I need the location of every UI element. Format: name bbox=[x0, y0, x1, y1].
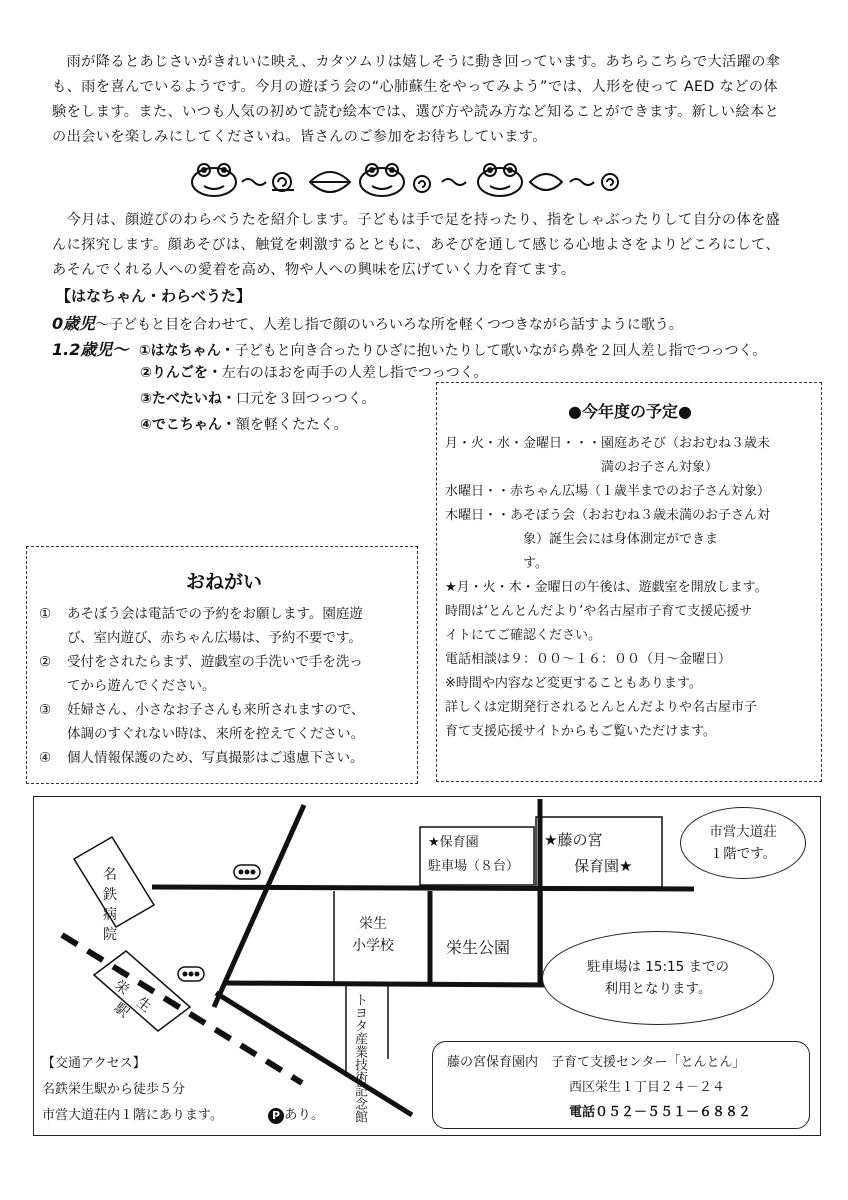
step-label: ③たべたいね・ bbox=[140, 391, 236, 407]
contact-org: 藤の宮保育園内 子育て支援センター「とんとん」 bbox=[447, 1055, 746, 1070]
onegai-num: ③ bbox=[39, 702, 52, 718]
nursery-label-line: 保育園★ bbox=[574, 857, 633, 875]
schedule-title: ●今年度の予定● bbox=[568, 402, 692, 421]
step-text: 口元を３回つっつく。 bbox=[235, 391, 376, 407]
frog-decoration-icon bbox=[190, 158, 630, 202]
schedule-line: 満のお子さん対象） bbox=[445, 460, 719, 475]
school-label-line: 栄生 bbox=[359, 916, 387, 932]
warabe-line: んに探究します。顔あそびは、触覚を刺激するとともに、あそびを通して感じる心地よさをよりどころにして、 bbox=[52, 237, 780, 253]
intro-paragraph bbox=[52, 50, 812, 150]
age0-row bbox=[52, 311, 683, 334]
parking-icon: P bbox=[268, 1108, 284, 1124]
onegai-num: ② bbox=[39, 654, 52, 670]
onegai-item bbox=[39, 602, 409, 650]
access-line: 名鉄栄生駅から徒歩５分 bbox=[42, 1082, 186, 1097]
step-text: 額を軽くたたく。 bbox=[235, 417, 348, 433]
access-info bbox=[42, 1051, 223, 1129]
contact-box bbox=[432, 1041, 810, 1129]
schedule-line: 木曜日・・あそぼう会（おおむね３歳未満のお子さん対 bbox=[445, 508, 771, 523]
schedule-list bbox=[445, 432, 815, 744]
warabe-line: 今月は、顔遊びのわらべうたを紹介します。子どもは手で足を持ったり、指をしゃぶったりして自分の体を盛 bbox=[52, 212, 781, 228]
hospital-label-text: 名鉄病院 bbox=[103, 867, 117, 943]
age12-row bbox=[52, 337, 766, 360]
intro-line: 験をします。また、いつも人気の初めて読む絵本では、選び方や読み方など知ることができます。新しい絵本と bbox=[52, 104, 780, 120]
schedule-line: イトにてご確認ください。 bbox=[445, 628, 602, 643]
onegai-num: ① bbox=[39, 606, 52, 622]
bubble-top-line: 市営大道荘 bbox=[709, 824, 777, 840]
contact-phone: 電話０５２－５５１－６８８２ bbox=[569, 1105, 752, 1120]
step-label: ②りんごを・ bbox=[140, 365, 222, 381]
warabe-line: あそんでくれる人への愛着を高め、物や人への興味を広げていく力を育てます。 bbox=[52, 262, 576, 278]
onegai-box bbox=[26, 546, 418, 784]
step-text: 子どもと向き合ったりひざに抱いたりして歌いながら鼻を２回人差し指でつっつく。 bbox=[234, 343, 767, 359]
onegai-item bbox=[39, 698, 409, 746]
step-label: ④でこちゃん・ bbox=[140, 417, 236, 433]
step-row bbox=[140, 362, 487, 382]
parking-note bbox=[268, 1103, 325, 1124]
parking-area-line: ★保育園 bbox=[428, 835, 479, 850]
age0-label: 0歳児 bbox=[52, 314, 96, 333]
step-label: ①はなちゃん・ bbox=[138, 343, 235, 359]
schedule-line: ※時間や内容など変更することもあります。 bbox=[445, 676, 702, 691]
warabe-heading: 【はなちゃん・わらべうた】 bbox=[56, 287, 252, 305]
access-title: 【交通アクセス】 bbox=[42, 1056, 146, 1071]
parking-note-text: あり。 bbox=[284, 1107, 325, 1123]
parking-area-line: 駐車場（８台） bbox=[428, 859, 520, 874]
onegai-num: ④ bbox=[39, 750, 52, 766]
schedule-line: す。 bbox=[445, 556, 548, 571]
hospital-label bbox=[80, 865, 150, 945]
onegai-title: おねがい bbox=[185, 571, 262, 593]
onegai-line: び、室内遊び、赤ちゃん広場は、予約不要です。 bbox=[67, 630, 362, 646]
access-map bbox=[33, 796, 821, 1136]
intro-line: 雨が降るとあじさいがきれいに映え、カタツムリは嬉しそうに動き回っています。あちらこちらで大活躍の傘 bbox=[52, 54, 781, 70]
warabe-paragraph bbox=[52, 208, 812, 283]
onegai-line: 受付をされたらまず、遊戯室の手洗いで手を洗っ bbox=[67, 654, 363, 670]
age12-label: 1.2歳児～ bbox=[52, 340, 129, 359]
schedule-line: 時間は‘とんとんだより’や名古屋市子育て支援応援サ bbox=[445, 604, 753, 619]
school-label-line: 小学校 bbox=[352, 938, 394, 954]
step-row bbox=[140, 414, 348, 434]
onegai-line: あそぼう会は電話での予約をお願します。園庭遊 bbox=[67, 606, 363, 622]
step-row bbox=[140, 388, 375, 408]
schedule-line: 象）誕生会には身体測定ができま bbox=[445, 532, 719, 547]
age0-text: ～子どもと目を合わせて、人差し指で顔のいろいろな所を軽くつつきながら話すように歌う。 bbox=[95, 317, 683, 333]
onegai-line: 妊婦さん、小さなお子さんも来所されますので、 bbox=[67, 702, 365, 718]
bubble-mid bbox=[542, 931, 774, 1025]
nursery-label-line: ★藤の宮 bbox=[544, 831, 603, 849]
bubble-mid-line: 利用となります。 bbox=[604, 981, 712, 997]
onegai-line: てから遊んでください。 bbox=[67, 678, 216, 694]
schedule-line: 詳しくは定期発行されるとんとんだよりや名古屋市子 bbox=[445, 700, 758, 715]
onegai-item bbox=[39, 746, 409, 770]
onegai-line: 個人情報保護のため、写真撮影はご遠慮下さい。 bbox=[67, 750, 364, 766]
school-label bbox=[352, 913, 394, 957]
schedule-line: ★月・火・木・金曜日の午後は、遊戯室を開放します。 bbox=[445, 580, 768, 595]
bubble-mid-line: 駐車場は 15:15 までの bbox=[587, 959, 729, 975]
onegai-item bbox=[39, 650, 409, 698]
bubble-top-line: １階です。 bbox=[709, 846, 777, 862]
station-label-text: 栄生駅 bbox=[110, 977, 165, 1030]
intro-line: の出会いを楽しみにしてくださいね。皆さんのご参加をお待ちしています。 bbox=[52, 129, 547, 145]
schedule-line: 育て支援応援サイトからもご覧いただけます。 bbox=[445, 724, 717, 739]
toyota-label-text: トヨタ産業技術記念館 bbox=[352, 993, 367, 1123]
nursery-label bbox=[544, 827, 632, 879]
parking-area-label bbox=[428, 831, 519, 879]
schedule-line: 水曜日・・赤ちゃん広場（１歳半までのお子さん対象） bbox=[445, 484, 771, 499]
schedule-line: 電話相談は９：００～１６：００（月～金曜日） bbox=[445, 652, 732, 667]
station-label bbox=[100, 969, 190, 1030]
onegai-line: 体調のすぐれない時は、来所を控えてください。 bbox=[67, 726, 364, 742]
access-line: 市営大道荘内１階にあります。 bbox=[42, 1108, 223, 1123]
schedule-line: 月・火・水・金曜日・・・園庭あそび（おおむね３歳未 bbox=[445, 436, 771, 451]
toyota-label bbox=[350, 993, 386, 1123]
schedule-box bbox=[436, 382, 822, 782]
onegai-list bbox=[39, 602, 409, 770]
contact-address: 西区栄生１丁目２４－２４ bbox=[569, 1080, 726, 1095]
bubble-top bbox=[680, 807, 806, 879]
step-text: 左右のほおを両手の人差し指でつっつく。 bbox=[221, 365, 488, 381]
intro-line: も、雨を喜んでいるようです。今月の遊ぼう会の“心肺蘇生をやってみよう”では、人形を使って AED などの体 bbox=[52, 79, 779, 95]
park-label: 栄生公園 bbox=[446, 938, 511, 957]
